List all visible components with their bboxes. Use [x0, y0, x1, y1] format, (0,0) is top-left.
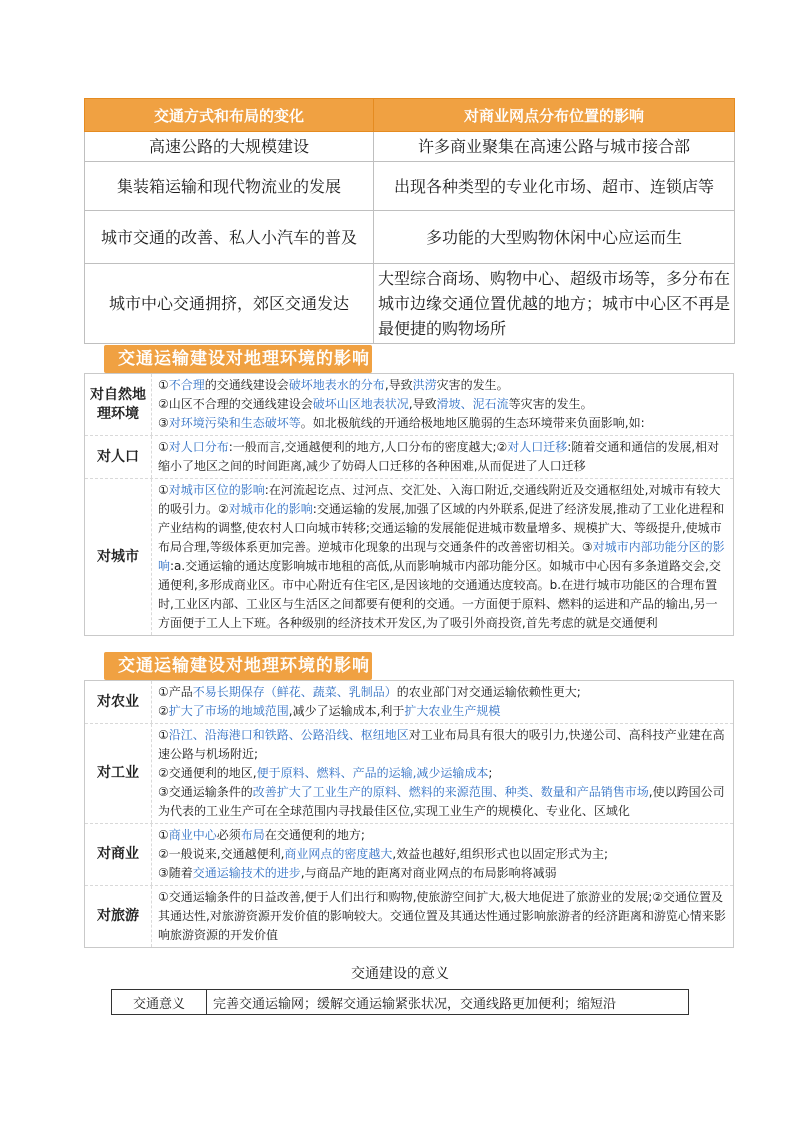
highlight-text: 滑坡、泥石流	[436, 397, 509, 411]
body-text: ,使以跨国公司为代表的工业生产可在全球范围内寻找最佳区位,实现工业生产的规模化、专业化、区域化	[158, 785, 725, 818]
body-text: 。如北极航线的开通给极地地区脆弱的生态环境带来负面影响,如:	[300, 416, 645, 430]
impact-row	[85, 479, 733, 635]
highlight-text: 对城市区位的影响	[168, 483, 265, 497]
table-row	[85, 162, 735, 211]
highlight-text: 交通运输技术的进步	[192, 866, 301, 880]
significance-table	[111, 989, 689, 1015]
highlight-text: 破坏山区地表状况	[312, 397, 409, 411]
body-text: :交通运输的发展,加强了区域的内外联系,促进了经济发展,推动了工业化进程和产业结构的调整,使农村人口向城市转移;交通运输的发展能促进城市数量增多、规模扩大、等级提升,使城市布局合理,等级体系更加完善。逆城市化现象的出现与交通条件的改善密切相关。③	[158, 502, 725, 554]
body-text: ①交通运输条件的日益改善,便于人们出行和购物,使旅游空间扩大,极大地促进了旅游业的发展;②交通位置及其通达性,对旅游资源开发价值的影响较大。交通位置及其通达性通过影响旅游者的经济距离和游览心情来影响旅游资源的开发价值	[158, 890, 726, 942]
body-text: ①产品	[158, 685, 193, 699]
highlight-text: 破坏地表水的分布	[288, 378, 385, 392]
impact-row-text	[152, 681, 733, 723]
highlight-text: 对环境污染和生态破坏等	[168, 416, 301, 430]
table-header-row	[85, 99, 735, 132]
impact-line	[158, 702, 727, 721]
body-text: ,导致	[408, 397, 437, 411]
highlight-text: 洪涝	[412, 378, 437, 392]
impact-row-label: 对商业	[85, 824, 152, 885]
highlight-text: 商业中心	[168, 828, 217, 842]
table-cell: 高速公路的大规模建设	[85, 132, 374, 162]
table-cell: 大型综合商场、购物中心、超级市场等，多分布在城市边缘交通位置优越的地方；城市中心区不再是最便捷的购物场所	[374, 264, 735, 344]
impact-line	[158, 481, 727, 633]
body-text: ③交通运输条件的	[158, 785, 253, 799]
impact-line	[158, 683, 727, 702]
impact-line	[158, 845, 727, 864]
impact-row-label: 对人口	[85, 436, 152, 478]
table-cell: 多功能的大型购物休闲中心应运而生	[374, 211, 735, 264]
table-cell: 交通意义	[112, 990, 207, 1015]
body-text: ①	[158, 483, 169, 497]
body-text: ①	[158, 378, 169, 392]
impact-line	[158, 888, 727, 945]
body-text: :一般而言,交通越便利的地方,人口分布的密度越大;②	[228, 440, 508, 454]
body-text: 等灾害的发生。	[508, 397, 593, 411]
transport-commerce-table	[84, 98, 735, 344]
impact-row-text	[152, 436, 733, 478]
body-text: :a.交通运输的通达度影响城市地租的高低,从而影响城市内部功能分区。如城市中心因有多条道路交会,交通便利,多形成商业区。市中心附近有住宅区,是因该地的交通通达度较高。b.在进行城市功能区的合理布置时,工业区内部、工业区与生活区之间都要有便利的交通。一方面便于原料、燃料的运进和产品的输出,另一方面便于工人上下班。各种级别的经济技术开发区,为了吸引外商投资,首先考虑的就是交通便利	[158, 559, 721, 630]
body-text: ,效益也越好,组织形式也以固定形式为主;	[392, 847, 609, 861]
impact-row	[85, 724, 733, 824]
body-text: ③随着	[158, 866, 193, 880]
column-header: 交通方式和布局的变化	[85, 99, 374, 132]
impact-row	[85, 681, 733, 724]
impact-row	[85, 436, 733, 479]
highlight-text: 沿江、沿海港口和铁路、公路沿线、枢纽地区	[168, 728, 409, 742]
highlight-text: 对人口分布	[168, 440, 229, 454]
impact-line	[158, 864, 727, 883]
body-text: ③	[158, 416, 169, 430]
highlight-text: 布局	[240, 828, 265, 842]
body-text: 在交通便利的地方;	[264, 828, 365, 842]
impact-row	[85, 824, 733, 886]
table-cell: 城市中心交通拥挤，郊区交通发达	[85, 264, 374, 344]
impact-line	[158, 726, 727, 764]
impact-row-label: 对城市	[85, 479, 152, 635]
table-cell: 城市交通的改善、私人小汽车的普及	[85, 211, 374, 264]
section-banner: 交通运输建设对地理环境的影响	[104, 652, 372, 680]
highlight-text: 扩大农业生产规模	[404, 704, 501, 718]
impact-line	[158, 414, 727, 433]
highlight-text: 改善扩大了工业生产的原料、燃料的来源范围、种类、数量和产品销售市场	[252, 785, 649, 799]
impact-line	[158, 783, 727, 821]
body-text: :在河流起讫点、过河点、交汇处、入海口附近,交通线附近及交通枢纽处,对城市有较大的吸引力。②	[158, 483, 721, 516]
impact-line	[158, 438, 727, 476]
impact-row-label: 对工业	[85, 724, 152, 823]
section-banner: 交通运输建设对地理环境的影响	[104, 345, 372, 373]
body-text: 灾害的发生。	[436, 378, 509, 392]
highlight-text: 商业网点的密度越大	[284, 847, 393, 861]
highlight-text: 对城市化的影响	[228, 502, 313, 516]
impact-row	[85, 374, 733, 436]
body-text: ;	[488, 766, 493, 780]
body-text: 的农业部门对交通运输依赖性更大;	[396, 685, 581, 699]
body-text: 必须	[216, 828, 241, 842]
body-text: 对工业布局具有很大的吸引力,快递公司、高科技产业建在高速公路与机场附近;	[158, 728, 725, 761]
body-text: 的交通线建设会	[204, 378, 289, 392]
table-row	[112, 990, 689, 1015]
table-cell: 完善交通运输网；缓解交通运输紧张状况，交通线路更加便利；缩短沿	[207, 990, 689, 1015]
table-cell: 许多商业聚集在高速公路与城市接合部	[374, 132, 735, 162]
impact-row-label: 对农业	[85, 681, 152, 723]
body-text: ②	[158, 704, 169, 718]
highlight-text: 便于原料、燃料、产品的运输,减少运输成本	[256, 766, 489, 780]
body-text: ①	[158, 728, 169, 742]
column-header: 对商业网点分布位置的影响	[374, 99, 735, 132]
impact-line	[158, 395, 727, 414]
body-text: ②一般说来,交通越便利,	[158, 847, 285, 861]
body-text: ,减少了运输成本,利于	[288, 704, 405, 718]
highlight-text: 不易长期保存（鲜花、蔬菜、乳制品）	[192, 685, 397, 699]
table-row	[85, 264, 735, 344]
impact-panel-2	[84, 680, 734, 948]
section-title: 交通建设的意义	[351, 966, 449, 982]
highlight-text: 扩大了市场的地域范围	[168, 704, 289, 718]
impact-line	[158, 376, 727, 395]
impact-row-text	[152, 824, 733, 885]
impact-panel-1	[84, 373, 734, 636]
impact-row-text	[152, 479, 733, 635]
highlight-text: 对人口迁移	[507, 440, 568, 454]
table-cell: 集装箱运输和现代物流业的发展	[85, 162, 374, 211]
body-text: ,导致	[384, 378, 413, 392]
impact-row-label: 对自然地理环境	[85, 374, 152, 435]
highlight-text: 不合理	[168, 378, 205, 392]
body-text: ②交通便利的地区,	[158, 766, 257, 780]
body-text: :随着交通和通信的发展,相对缩小了地区之间的时间距离,减少了妨碍人口迁移的各种困难,从而促进了人口迁移	[158, 440, 720, 473]
impact-line	[158, 826, 727, 845]
impact-row-label: 对旅游	[85, 886, 152, 947]
table-row	[85, 211, 735, 264]
body-text: ②山区不合理的交通线建设会	[158, 397, 313, 411]
highlight-text: 对城市内部功能分区的影响	[158, 540, 725, 573]
impact-row-text	[152, 724, 733, 823]
body-text: ①	[158, 440, 169, 454]
body-text: ①	[158, 828, 169, 842]
impact-line	[158, 764, 727, 783]
body-text: ,与商品产地的距离对商业网点的布局影响将减弱	[300, 866, 557, 880]
table-row	[85, 132, 735, 162]
impact-row	[85, 886, 733, 947]
impact-row-text	[152, 374, 733, 435]
table-cell: 出现各种类型的专业化市场、超市、连锁店等	[374, 162, 735, 211]
impact-row-text	[152, 886, 733, 947]
